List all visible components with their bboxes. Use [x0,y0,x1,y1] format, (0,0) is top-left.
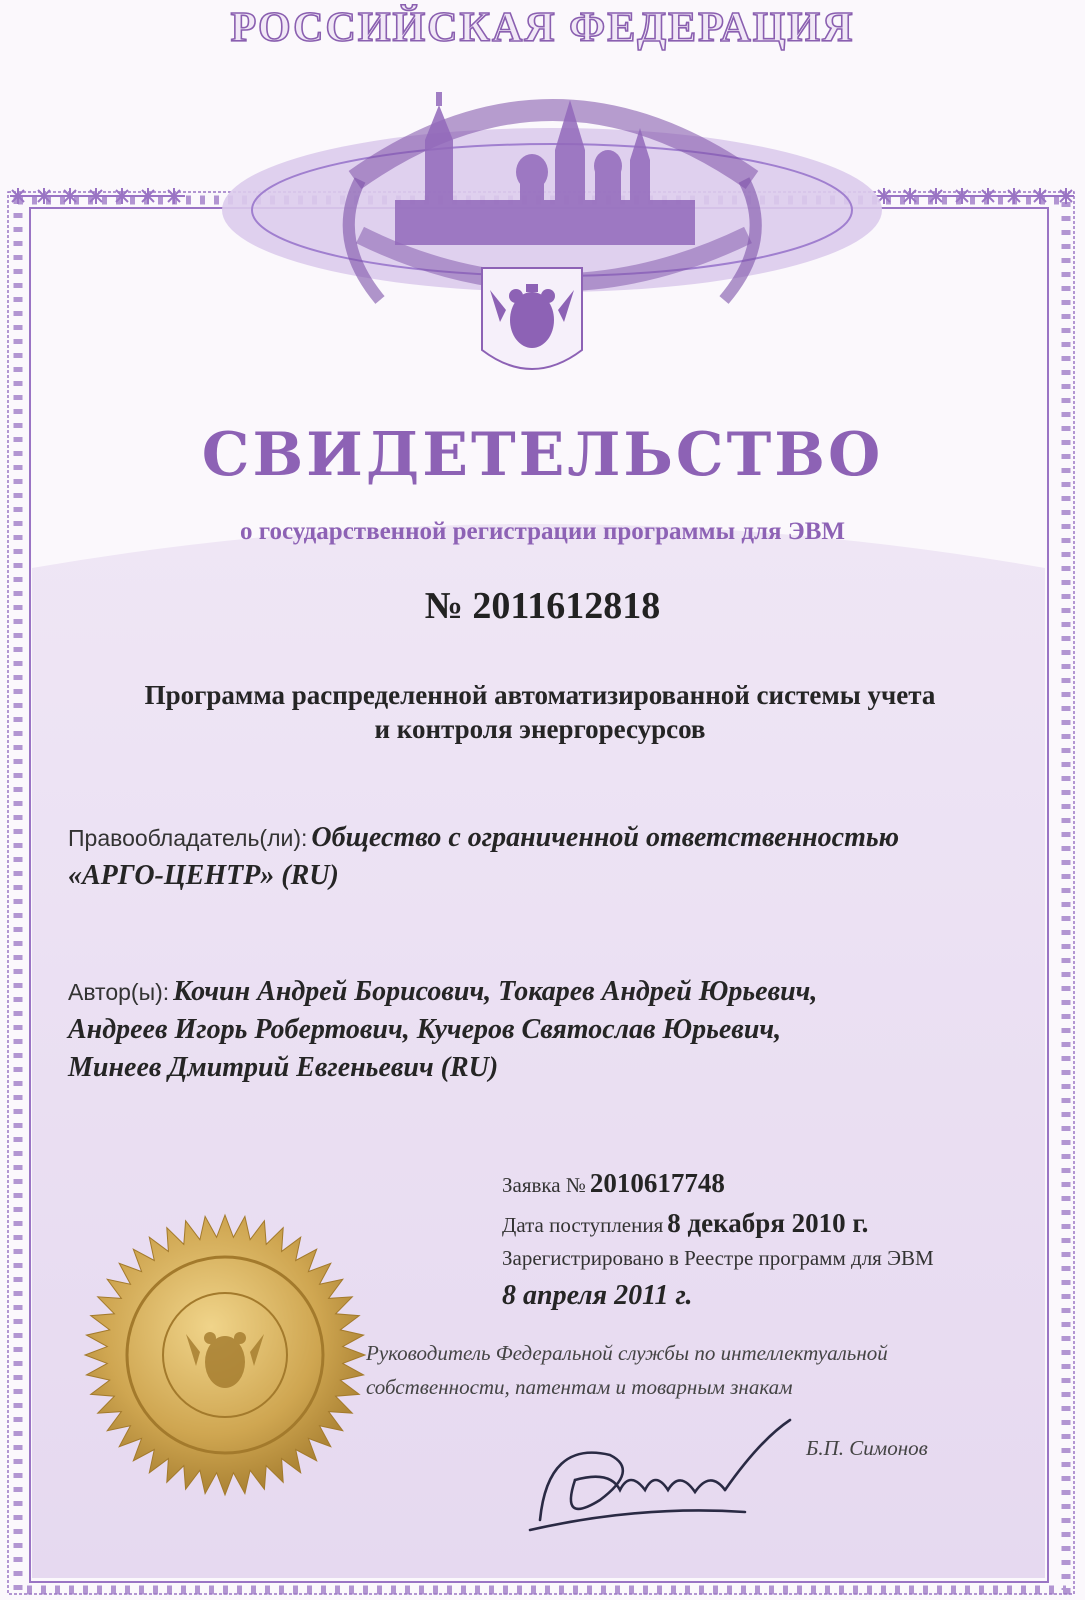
certificate-title: СВИДЕТЕЛЬСТВО [201,420,884,490]
program-name [60,678,1020,746]
border-star-icon [1006,188,1022,204]
application-block [502,1168,1042,1312]
border-star-icon [62,188,78,204]
authors-label: Автор(ы): [68,979,170,1005]
authors-line2: Андреев Игорь Робертович, Кучеров Святослав Юрьевич, [68,1014,782,1045]
border-star-icon [954,188,970,204]
kremlin-wreath-emblem [222,92,882,369]
registered-date: 8 апреля 2011 г. [502,1280,693,1311]
authors-line1: Кочин Андрей Борисович, Токарев Андрей Юрьевич, [173,976,818,1007]
border-star-icon [140,188,156,204]
border-star-icon [88,188,104,204]
country-header: РОССИЙСКАЯ ФЕДЕРАЦИЯ [230,5,855,51]
signatory-title-line2: собственности, патентам и товарным знакам [366,1375,793,1399]
program-name-line1: Программа распределенной автоматизированной системы учета [144,680,936,710]
rightholder-label: Правообладатель(ли): [68,825,308,851]
border-star-icon [114,188,130,204]
border-star-icon [902,188,918,204]
application-label: Заявка № [502,1173,586,1197]
signatory-title [366,1336,1046,1404]
rightholder-line1: Общество с ограниченной ответственностью [311,822,900,853]
signatory-name: Б.П. Симонов [806,1436,928,1460]
border-star-icon [980,188,996,204]
border-star-icon [10,188,26,204]
border-star-icon [166,188,182,204]
border-star-icon [928,188,944,204]
authors-block [68,976,1028,1084]
rightholder-block [68,822,1028,892]
border-star-icon [1032,188,1048,204]
received-date: 8 декабря 2010 г. [667,1208,869,1238]
received-label: Дата поступления [502,1213,664,1237]
border-star-icon [1058,188,1074,204]
signatory-title-line1: Руководитель Федеральной службы по интеллектуальной [366,1341,888,1365]
certificate-number: № 2011612818 [424,585,661,627]
program-name-line2: и контроля энергоресурсов [374,714,706,744]
rightholder-line2: «АРГО-ЦЕНТР» (RU) [68,860,339,891]
application-number: 2010617748 [589,1168,725,1198]
registered-label: Зарегистрировано в Реестре программ для ЭВМ [502,1246,934,1270]
certificate-subtitle: о государственной регистрации программы для ЭВМ [239,518,846,545]
authors-line3: Минеев Дмитрий Евгеньевич (RU) [68,1052,499,1083]
border-star-icon [36,188,52,204]
